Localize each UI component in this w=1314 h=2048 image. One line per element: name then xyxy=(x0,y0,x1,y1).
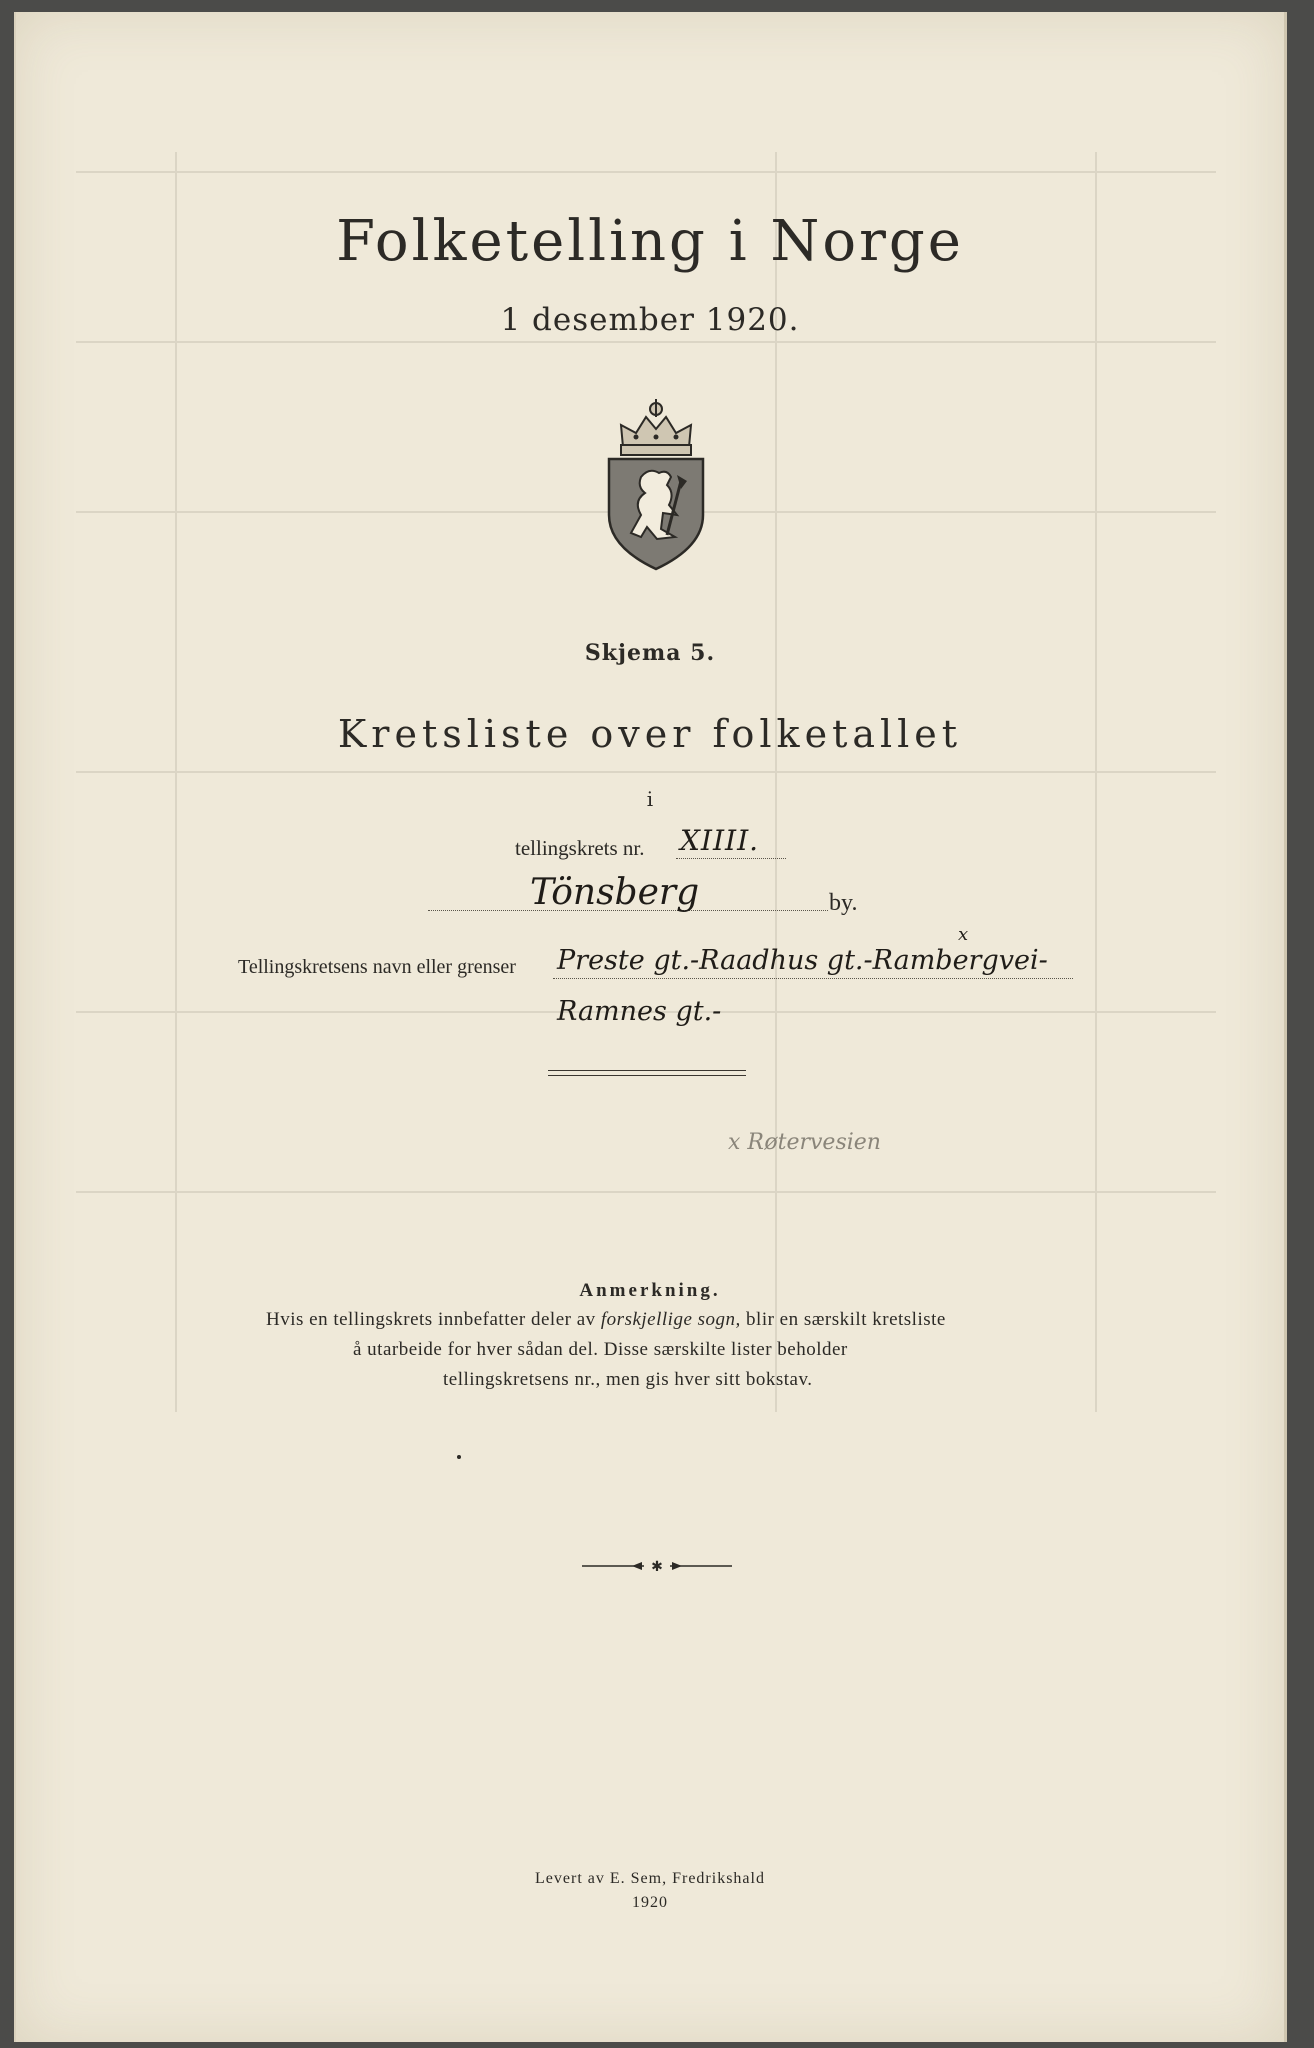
district-dotted-line xyxy=(676,858,786,859)
connector-word: i xyxy=(646,787,654,811)
ink-speck xyxy=(457,1455,461,1459)
margin-cross-mark: x xyxy=(958,924,969,945)
remark-line-1-italic: forskjellige sogn, xyxy=(600,1309,741,1330)
remark-line-3: tellingskretsens nr., men gis hver sitt bokstav. xyxy=(443,1369,813,1390)
printer-year: 1920 xyxy=(632,1894,668,1911)
boundaries-line2-handwritten: Ramnes gt.- xyxy=(557,996,722,1027)
schema-number: Skjema 5. xyxy=(584,640,716,666)
ornament-divider-icon xyxy=(582,1558,732,1574)
town-suffix: by. xyxy=(829,890,858,916)
double-rule-top xyxy=(548,1070,746,1071)
double-rule-bottom xyxy=(548,1075,746,1076)
document-title: Folketelling i Norge xyxy=(336,209,964,274)
boundaries-dotted-line xyxy=(553,978,1073,979)
printer-credit: Levert av E. Sem, Fredrikshald xyxy=(535,1870,765,1887)
district-number-handwritten: XIIII. xyxy=(680,824,760,857)
remark-line-1-end: blir en særskilt kretsliste xyxy=(740,1309,946,1330)
remark-line-1 xyxy=(266,1309,946,1331)
census-date: 1 desember 1920. xyxy=(500,302,800,338)
remark-heading: Anmerkning. xyxy=(579,1280,721,1301)
form-heading: Kretsliste over folketallet xyxy=(337,712,963,756)
remark-line-1-start: Hvis en tellingskrets innbefatter deler av xyxy=(266,1309,601,1330)
census-form-page xyxy=(14,12,1287,2042)
boundaries-line1-handwritten: Preste gt.-Raadhus gt.-Rambergvei- xyxy=(557,945,1048,976)
remark-line-2: å utarbeide for hver sådan del. Disse særskilte lister beholder xyxy=(353,1339,848,1360)
svg-text:✱: ✱ xyxy=(651,1559,663,1574)
norwegian-coat-of-arms-icon xyxy=(601,397,711,572)
boundaries-label: Tellingskretsens navn eller grenser xyxy=(238,956,516,978)
town-name-handwritten: Tönsberg xyxy=(530,872,700,913)
district-label: tellingskrets nr. xyxy=(515,836,645,860)
margin-pencil-note: x Røtervesien xyxy=(728,1130,881,1155)
